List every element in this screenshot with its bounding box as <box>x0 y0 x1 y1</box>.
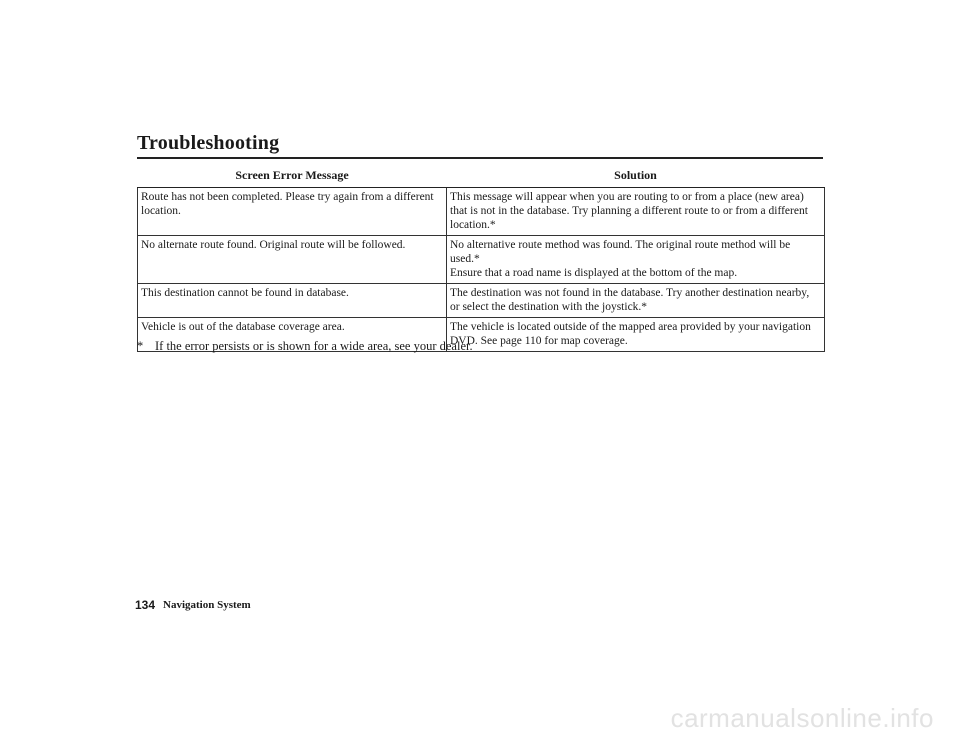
page-number: 134 <box>135 598 156 612</box>
solution-cell <box>447 188 825 236</box>
solution-cell <box>447 236 825 284</box>
page-title: Troubleshooting <box>137 132 280 154</box>
solution-text: No alternative route method was found. The original route method will be used.* <box>450 239 791 265</box>
column-header-solution: Solution <box>447 165 825 188</box>
table-row <box>138 188 825 236</box>
table-header-row <box>138 165 825 188</box>
solution-text: The destination was not found in the database. Try another destination nearby, or select the destination with the joystick.* <box>450 287 810 313</box>
solution-cell <box>447 318 825 352</box>
error-message-cell: This destination cannot be found in database. <box>138 284 447 318</box>
watermark: carmanualsonline.info <box>670 703 934 733</box>
footnote-mark: * <box>137 339 144 353</box>
error-message-cell: No alternate route found. Original route will be followed. <box>138 236 447 284</box>
table-row <box>138 236 825 284</box>
footnote <box>137 339 473 354</box>
footnote-text: If the error persists or is shown for a wide area, see your dealer. <box>155 339 473 353</box>
troubleshooting-table <box>137 165 825 352</box>
solution-text: This message will appear when you are routing to or from a place (new area) that is not in the database. Try planning a different route to or from a different location.* <box>450 191 808 231</box>
solution-cell <box>447 284 825 318</box>
section-name: Navigation System <box>163 599 251 611</box>
table-body <box>138 188 825 352</box>
table-row <box>138 284 825 318</box>
solution-text: The vehicle is located outside of the mapped area provided by your navigation DVD. See page 110 for map coverage. <box>450 321 811 347</box>
solution-text: Ensure that a road name is displayed at the bottom of the map. <box>450 267 738 279</box>
error-message-cell: Vehicle is out of the database coverage area. <box>138 318 447 352</box>
title-rule <box>137 157 823 159</box>
error-message-cell: Route has not been completed. Please try again from a different location. <box>138 188 447 236</box>
column-header-message: Screen Error Message <box>138 165 447 188</box>
